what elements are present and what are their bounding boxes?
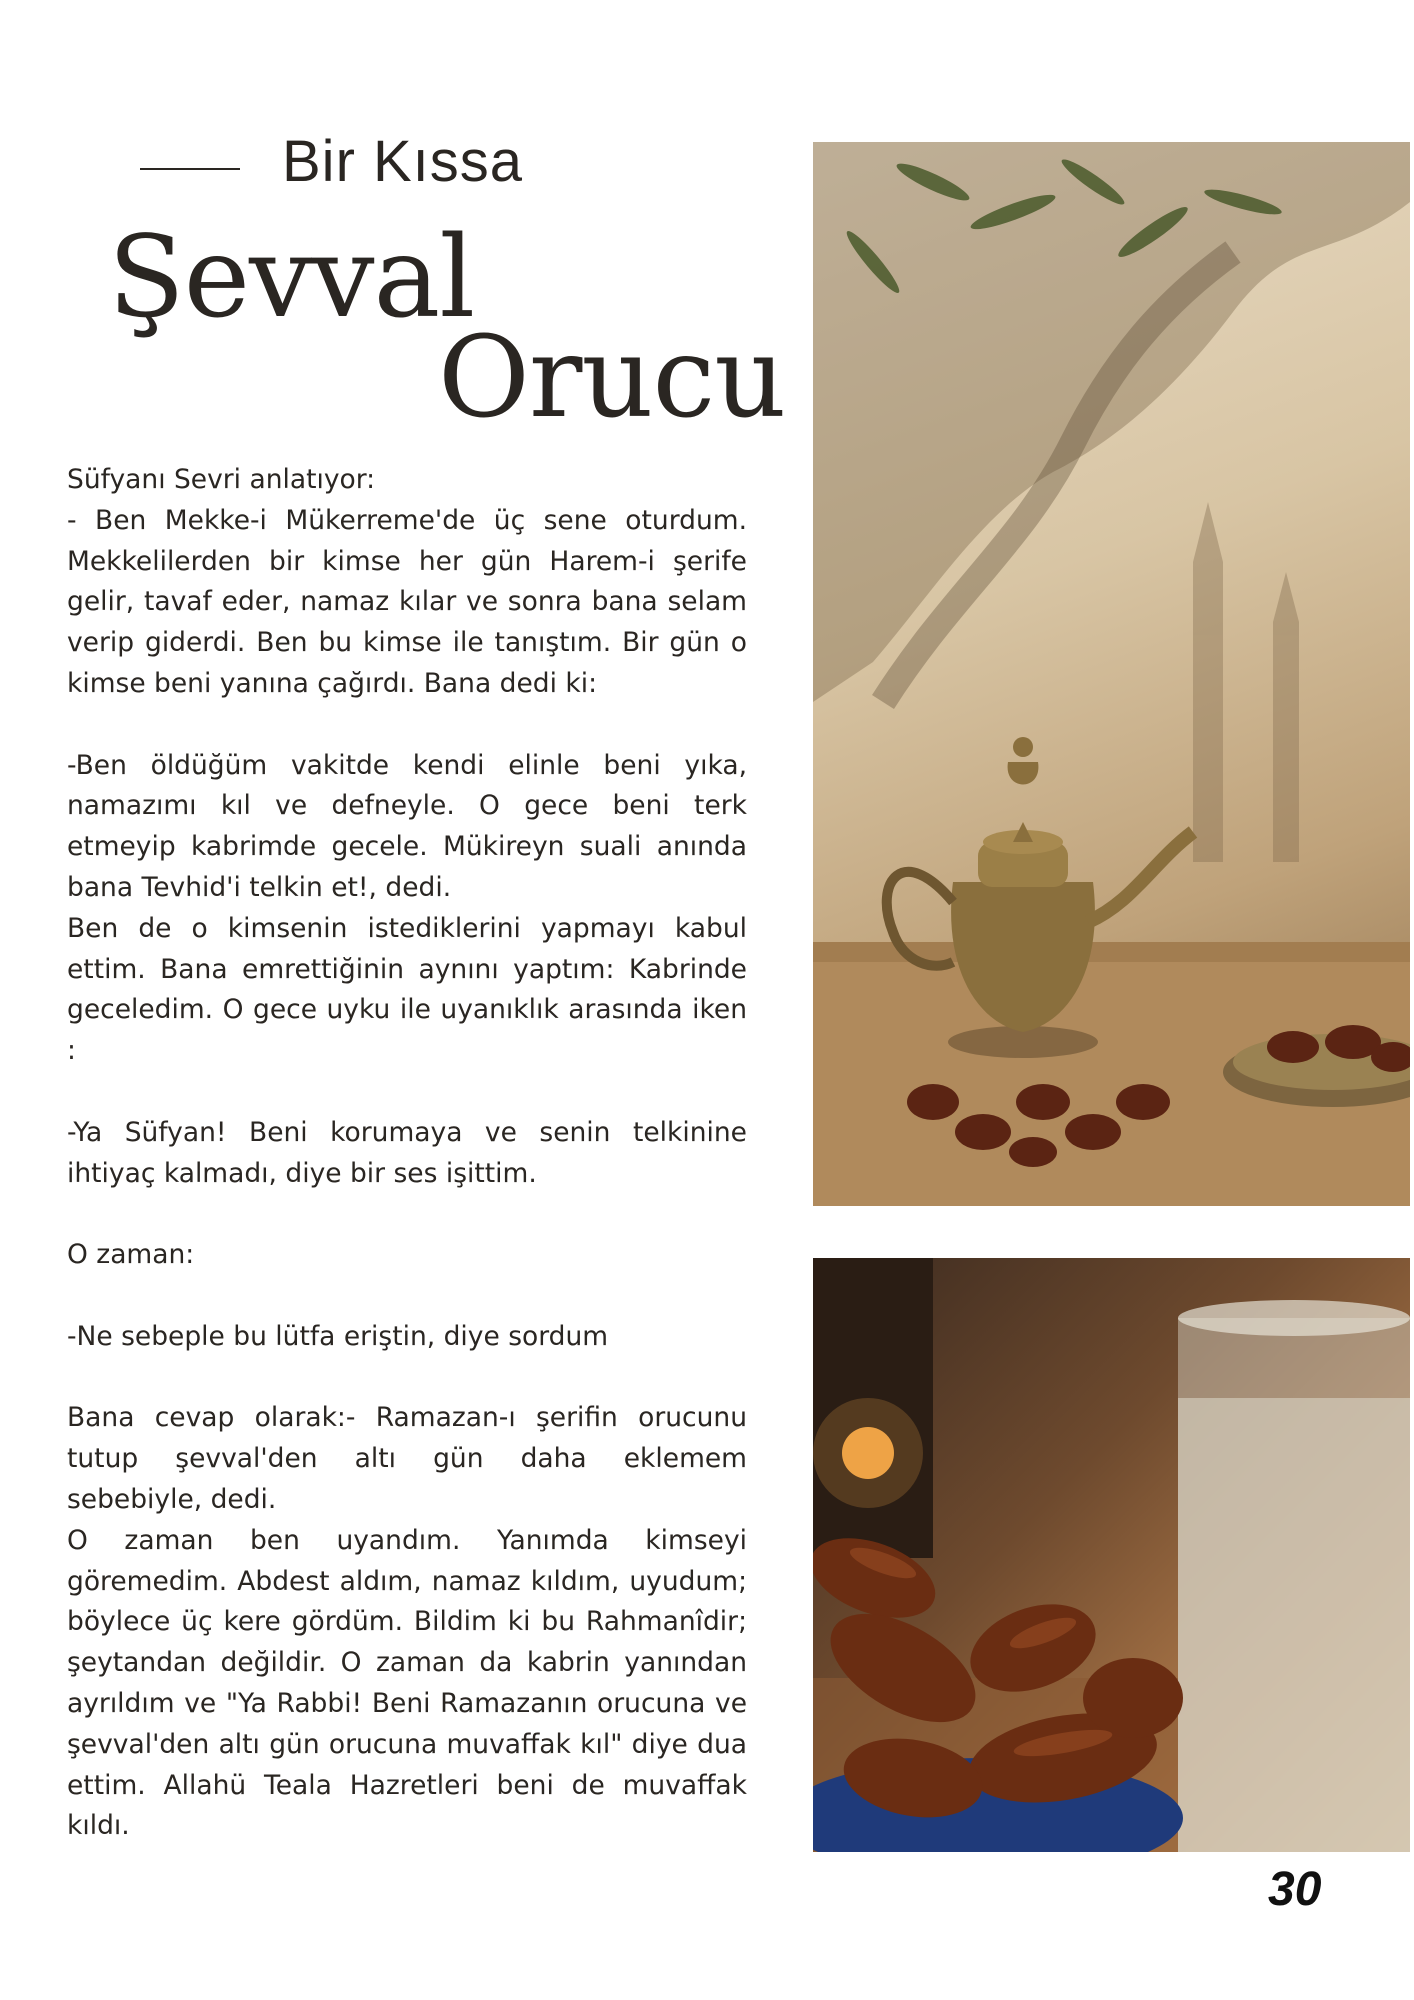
teapot-and-dates-photo bbox=[813, 142, 1410, 1206]
paragraph: -Ya Süfyan! Beni korumaya ve senin telkinine ihtiyaç kalmadı, diye bir ses işittim. bbox=[67, 1116, 747, 1189]
water-glass-and-dates-photo bbox=[813, 1258, 1410, 1852]
paragraph: O zaman ben uyandım. Yanımda kimseyi göremedim. Abdest aldım, namaz kıldım, uyudum; böylece üç kere gördüm. Bildim ki bu Rahmanîdir; şeytandan değildir. O zaman da kabrin yanından ayrıldım ve "Ya Rabbi! Beni Ramazanın orucuna ve şevval'den altı gün orucuna muvaffak kıl" diye dua ettim. Allahü Teala Hazretleri beni de muvaffak kıldı. bbox=[67, 1524, 747, 1842]
story-text bbox=[67, 460, 747, 1847]
paragraph: Süfyanı Sevri anlatıyor: bbox=[67, 464, 376, 495]
paragraph: O zaman: bbox=[67, 1239, 195, 1271]
paragraph: Bana cevap olarak:- Ramazan-ı şerifin orucunu tutup şevval'den altı gün daha eklemem sebebiyle, dedi. bbox=[67, 1402, 747, 1515]
section-kicker: Bir Kıssa bbox=[282, 129, 524, 194]
paragraph: Ben de o kimsenin istediklerini yapmayı kabul ettim. Bana emrettiğinin aynını yaptım: Kabrinde geceledim. O gece uyku ile uyanıklık arasında iken : bbox=[67, 912, 747, 1067]
paragraph: -Ne sebeple bu lütfa eriştin, diye sordum bbox=[67, 1320, 609, 1352]
paragraph: - Ben Mekke-i Mükerreme'de üç sene oturdum. Mekkelilerden bir kimse her gün Harem-i şerife gelir, tavaf eder, namaz kılar ve sonra bana selam verip giderdi. Ben bu kimse ile tanıştım. Bir gün o kimse beni yanına çağırdı. Bana dedi ki: bbox=[67, 504, 747, 699]
page-title-line-1: Şevval bbox=[108, 213, 475, 343]
header-rule bbox=[140, 168, 240, 170]
page-title-line-2: Orucu bbox=[438, 313, 786, 443]
page-number: 30 bbox=[1268, 1863, 1322, 1916]
paragraph: -Ben öldüğüm vakitde kendi elinle beni yıka, namazımı kıl ve defneyle. O gece beni terk etmeyip kabrimde gecele. Mükireyn suali anında bana Tevhid'i telkin et!, dedi. bbox=[67, 749, 747, 903]
